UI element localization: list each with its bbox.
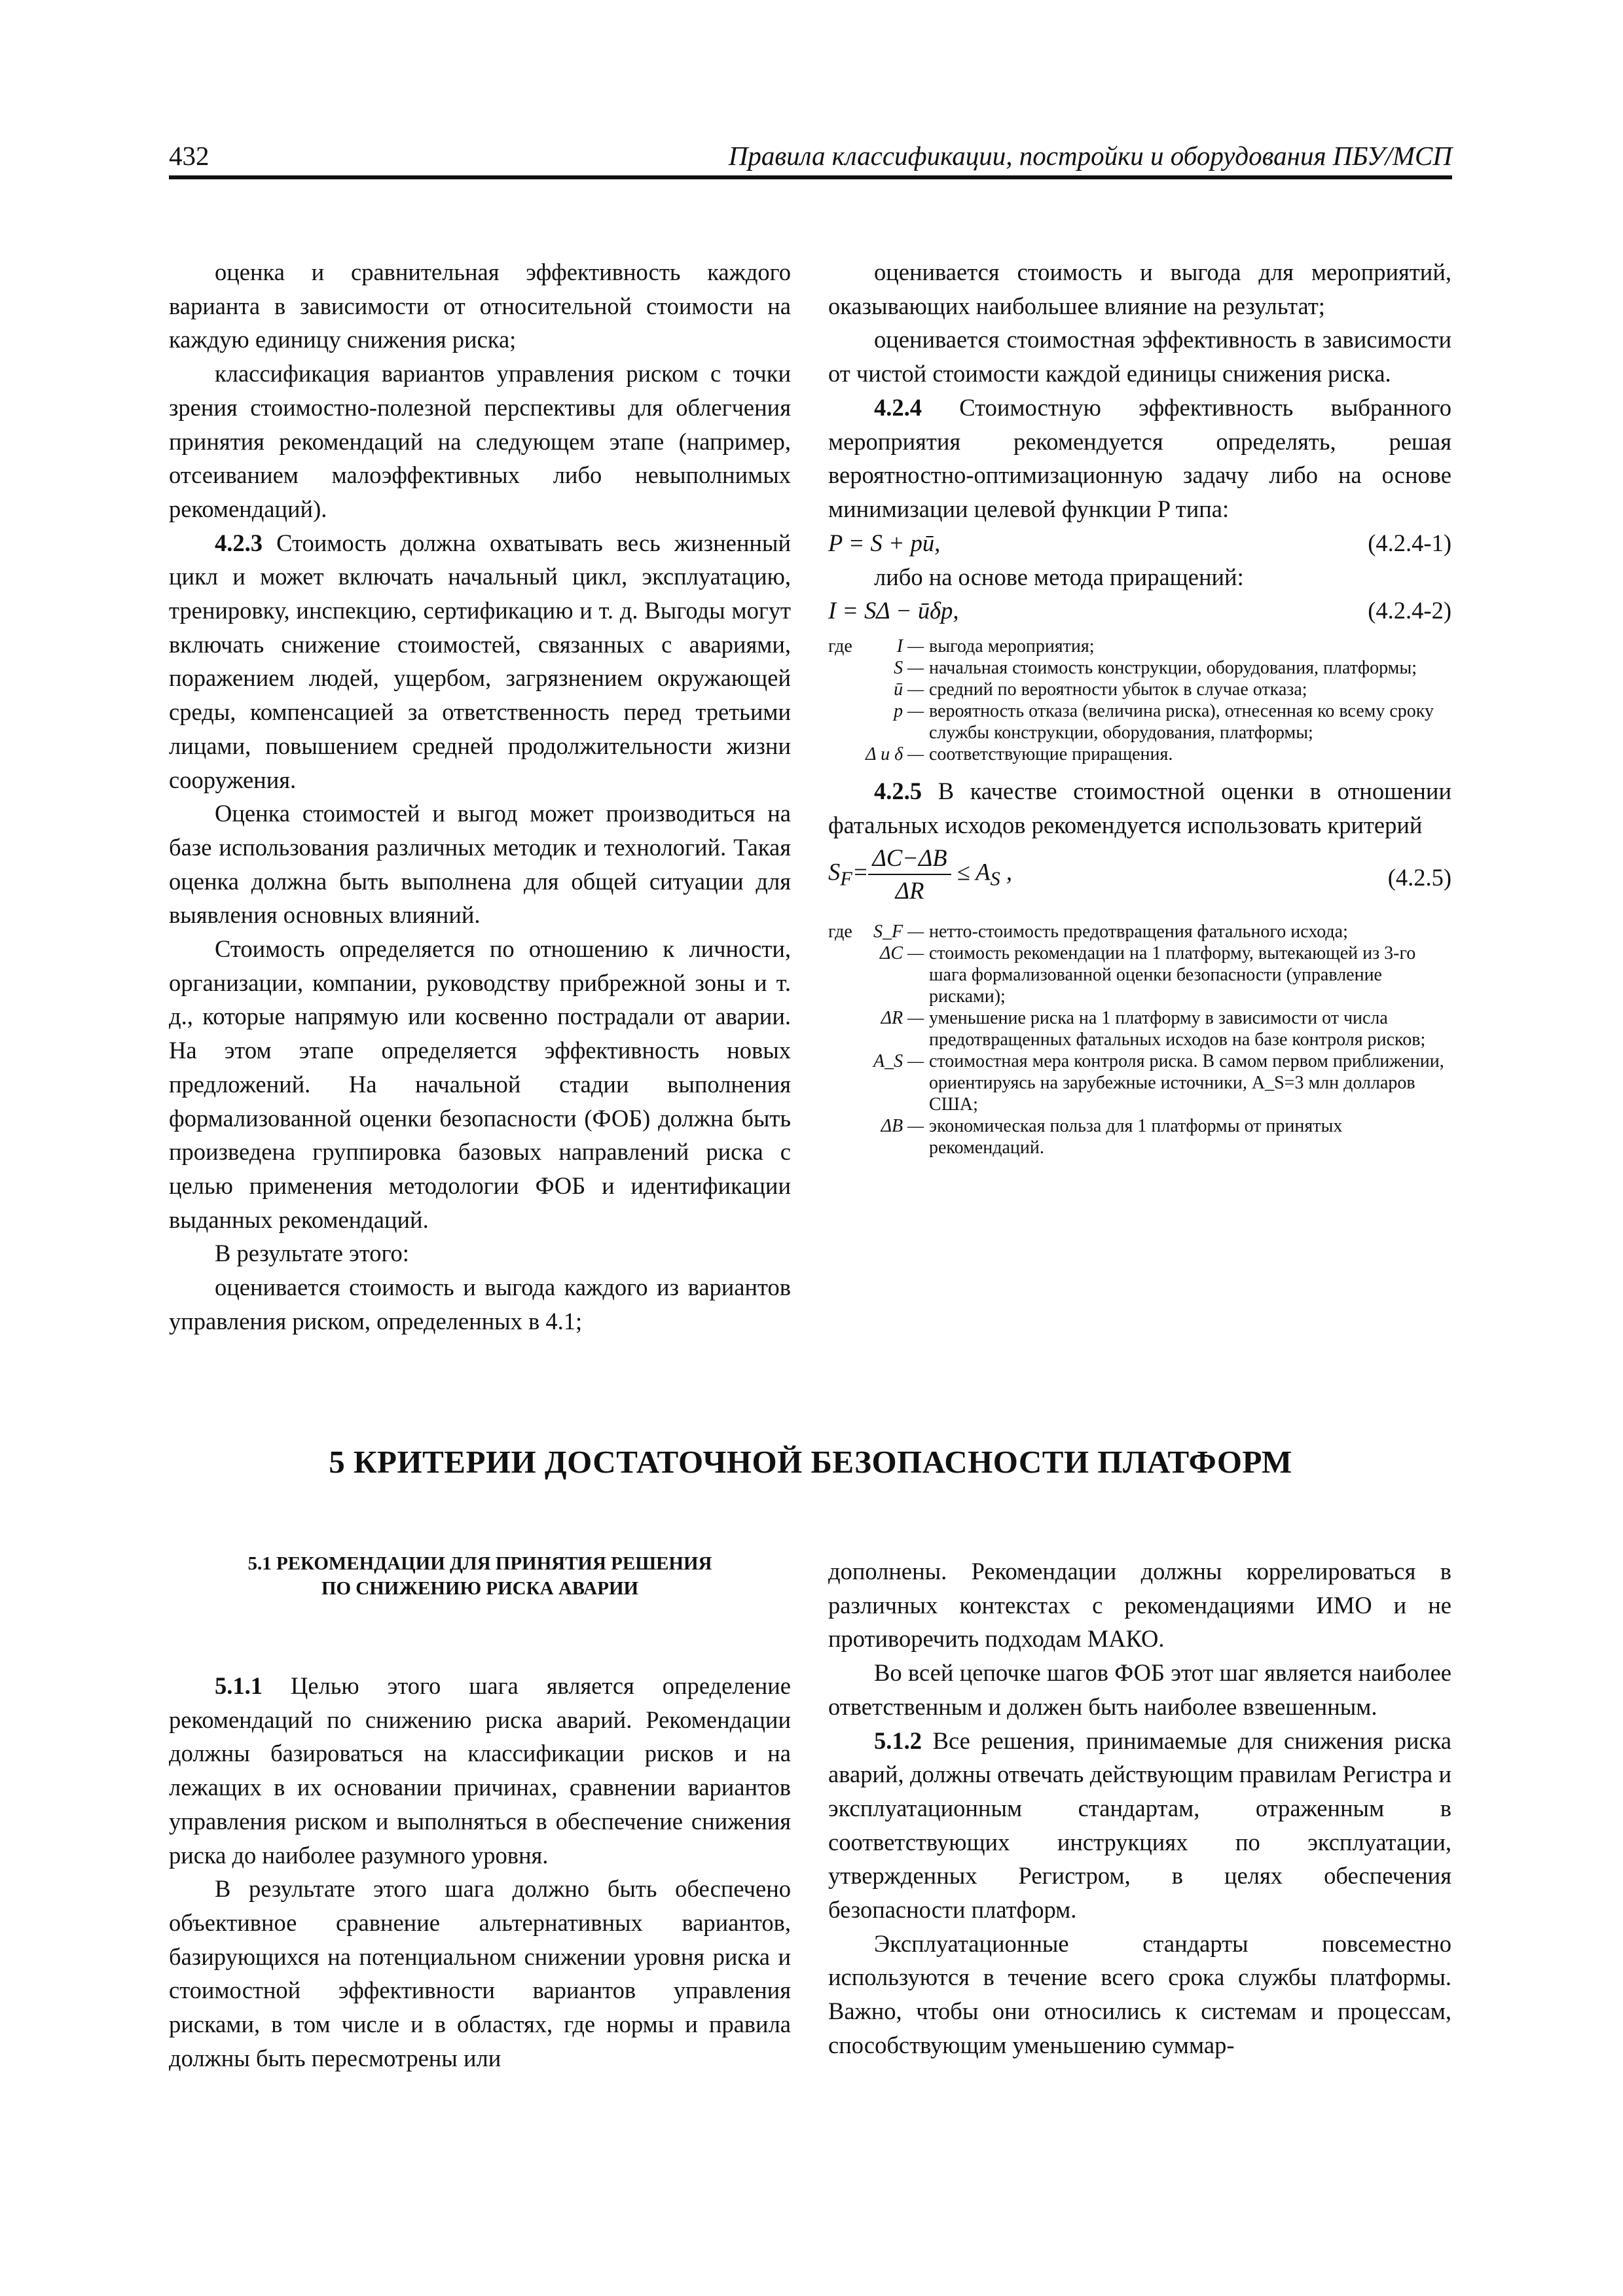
section-title: 5 КРИТЕРИИ ДОСТАТОЧНОЙ БЕЗОПАСНОСТИ ПЛАТФОРМ [329,1444,1292,1480]
subsection-title-line: ПО СНИЖЕНИЮ РИСКА АВАРИИ [321,1578,639,1599]
symbol-description: нетто-стоимость предотвращения фатального исхода; [929,921,1348,942]
paragraph [828,391,1451,526]
paragraph-text: Стоимость должна охватывать весь жизненный цикл и может включать начальный цикл, эксплуатацию, тренировку, инспекцию, сертификацию и т. д. Выгоды могут включать снижение стоимостей, связанных с авариями, поражением людей, ущербом, загрязнением окружающей среды, компенсацией за ответственность перед третьими лицами, повышением средней продолжительности жизни сооружения. [169,529,791,793]
paragraph: В результате этого шага должно быть обеспечено объективное сравнение альтернативных вариантов, базирующихся на потенциальном снижении уровня риска и стоимостной эффективности вариантов управления рисками, в том числе и в областях, где нормы и правила должны быть пересмотрены или [169,1875,791,2072]
paragraph: либо на основе метода приращений: [874,563,1244,590]
symbol-description: средний по вероятности убыток в случае отказа; [929,679,1307,700]
where-row [828,744,1451,765]
formula-lhs: S [828,858,841,886]
paragraph: оценивается стоимость и выгода для мероприятий, оказывающих наибольшее влияние на результат; [828,259,1451,319]
symbol: ΔR — [881,1007,924,1028]
formula-lhs-subscript: F [840,867,852,890]
symbol: ΔC — [879,942,924,963]
paragraph-text: Целью этого шага является определение рекомендаций по снижению риска аварий. Рекомендации должны базироваться на классификации рисков и на лежащих в их основании причинах, сравнении вариантов управления риском и выполняться в обеспечение снижения риска до наиболее разумного уровня. [169,1672,791,1869]
paragraph-text: В качестве стоимостной оценки в отношении фатальных исходов рекомендуется использовать критерий [828,778,1451,839]
equation-number: (4.2.4-2) [1368,597,1451,624]
paragraph: Стоимость определяется по отношению к личности, организации, компании, руководству прибрежной зоны и т. д., которые напрямую или косвенно пострадали от аварии. На этом этапе определяется эффективность новых предложений. На начальной стадии выполнения формализованной оценки безопасности (ФОБ) должна быть произведена группировка базовых направлений риска с целью применения методологии ФОБ и идентификации выданных рекомендаций. [169,935,791,1233]
where-row [828,1050,1451,1115]
symbol: I — [896,636,924,657]
symbol-description: вероятность отказа (величина риска), отнесенная ко всему сроку службы конструкции, оборудования, платформы; [929,701,1434,744]
formula-equals: = [852,858,869,886]
where-row [828,1115,1451,1158]
symbol-description: экономическая польза для 1 платформы от принятых рекомендаций. [929,1115,1343,1158]
paragraph [169,526,791,797]
subsection-title-line: 5.1 РЕКОМЕНДАЦИИ ДЛЯ ПРИНЯТИЯ РЕШЕНИЯ [247,1553,712,1574]
where-label: где [828,636,852,657]
clause-number: 4.2.5 [874,778,922,805]
running-title: Правила классификации, постройки и оборудования ПБУ/МСП [728,141,1452,171]
equation-number: (4.2.5) [1387,863,1451,891]
symbol-description: выгода мероприятия; [929,636,1095,657]
where-row [828,921,1451,942]
clause-number: 5.1.1 [215,1672,263,1699]
left-column-top [169,255,791,1338]
formula-4-2-4-1 [828,526,1451,560]
formula-expression: P = S + pū, [828,529,941,556]
paragraph: дополнены. Рекомендации должны коррелироваться в различных контекстах с рекомендациями ИМО и не противоречить подходам МАКО. [828,1558,1451,1653]
paragraph [828,1724,1451,1927]
page-header [169,140,1452,179]
fraction-denominator: ΔR [895,876,924,904]
formula-rhs-subscript: S [990,867,1000,890]
symbol-description: начальная стоимость конструкции, оборудования, платформы; [929,658,1417,679]
paragraph: Во всей цепочке шагов ФОБ этот шаг является наиболее ответственным и должен быть наиболее взвешенным. [828,1659,1451,1720]
where-label: где [828,921,852,942]
where-row [828,942,1451,1007]
paragraph: оценка и сравнительная эффективность каждого варианта в зависимости от относительной стоимости на каждую единицу снижения риска; [169,259,791,353]
where-row [828,700,1451,744]
paragraph [828,774,1451,842]
symbol-description: стоимостная мера контроля риска. В самом первом приближении, ориентируясь на зарубежные источники, A_S=3 млн долларов США; [929,1050,1444,1115]
left-column-bottom [169,1669,791,2075]
subsection-title [169,1551,791,1601]
paragraph [169,1669,791,1872]
symbol: ū — [894,679,924,700]
formula-expression [828,842,1012,906]
formula-expression: I = SΔ − ūδp, [828,597,959,624]
right-column-top [828,255,1451,1168]
where-block-1 [828,636,1451,765]
symbol-description: стоимость рекомендации на 1 платформу, вытекающей из 3-го шага формализованной оценки безопасности (управление рисками); [929,942,1416,1007]
symbol: p — [894,701,924,722]
symbol-description: уменьшение риска на 1 платформу в зависимости от числа предотвращенных фатальных исходов на базе контроля рисков; [929,1007,1426,1050]
formula-fraction [868,842,951,906]
paragraph-text: Стоимостную эффективность выбранного мероприятия рекомендуется определять, решая вероятностно-оптимизационную задачу либо на основе минимизации целевой функции P типа: [828,393,1451,522]
clause-number: 4.2.3 [215,529,263,556]
symbol: S_F — [873,921,924,942]
equation-number: (4.2.4-1) [1368,529,1451,556]
clause-number: 4.2.4 [874,393,922,421]
where-row [828,657,1451,679]
clause-number: 5.1.2 [874,1727,922,1754]
formula-4-2-5 [828,842,1451,913]
symbol: Δ и δ — [866,744,924,765]
where-block-2 [828,921,1451,1158]
header-rule [169,175,1452,179]
symbol: A_S — [873,1050,924,1071]
formula-tail: , [1000,858,1012,886]
formula-rhs: ≤ A [957,858,991,886]
paragraph-text: Все решения, принимаемые для снижения риска аварий, должны отвечать действующим правилам Регистра и эксплуатационным стандартам, отраженным в соответствующих инструкциях по эксплуатации, утвержденных Регистром, в целях обеспечения безопасности платформ. [828,1727,1451,1924]
formula-4-2-4-2 [828,594,1451,628]
paragraph: В результате этого: [215,1240,409,1267]
symbol: S — [894,658,924,679]
symbol-description: соответствующие приращения. [929,744,1173,765]
fraction-numerator: ΔC−ΔB [868,842,951,875]
right-column-bottom [828,1554,1451,2062]
where-row [828,636,1451,657]
symbol: ΔB — [881,1115,924,1136]
paragraph: оценивается стоимость и выгода каждого из вариантов управления риском, определенных в 4.1; [169,1274,791,1335]
paragraph: Эксплуатационные стандарты повсеместно используются в течение всего срока службы платформы. Важно, чтобы они относились к системам и процессам, способствующим уменьшению суммар- [828,1929,1451,2058]
page-number: 432 [169,141,210,171]
where-row [828,679,1451,700]
paragraph: классификация вариантов управления риском с точки зрения стоимостно-полезной перспективы для облегчения принятия рекомендаций на следующем этапе (например, отсеиванием малоэффективных либо невыполнимых рекомендаций). [169,360,791,522]
where-row [828,1007,1451,1050]
paragraph: оценивается стоимостная эффективность в зависимости от чистой стоимости каждой единицы снижения риска. [828,326,1451,387]
paragraph: Оценка стоимостей и выгод может производиться на базе использования различных методик и технологий. Такая оценка должна быть выполнена для общей ситуации для выявления основных влияний. [169,800,791,929]
